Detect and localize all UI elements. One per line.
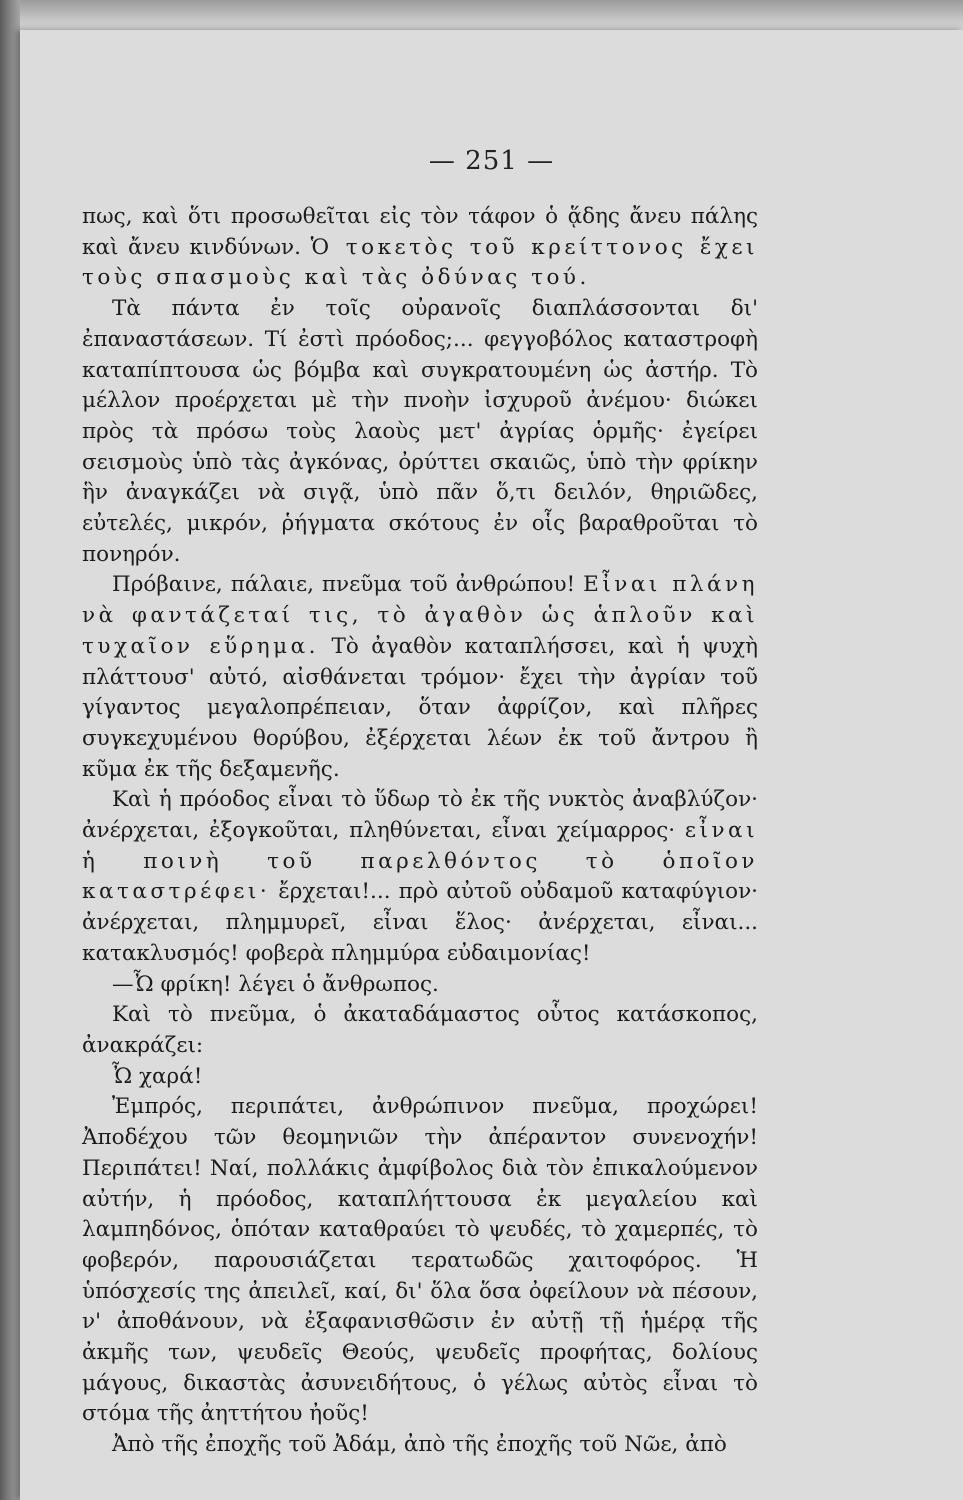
text-run: Ἐμπρός, περιπάτει, ἀνθρώπινον πνεῦμα, προχώρει! Ἀποδέχου τῶν θεομηνιῶν τὴν ἀπέραντον συνενοχήν! Περιπάτει! Ναί, πολλάκις ἀμφίβολος διὰ τὸν ἐπικαλούμενον αὐτήν, ἡ πρόοδος, καταπλήττουσα ἐκ μεγαλείου καὶ λαμπηδόνος, ὁπόταν καταθραύει τὸ ψευδές, τὸ χαμερπές, τὸ φοβερόν, παρουσιάζεται τερατωδῶς χαιτοφόρος. Ἡ ὑπόσχεσίς της ἀπειλεῖ, καί, δι' ὅλα ὅσα ὀφείλουν νὰ πέσουν, ν' ἀποθάνουν, νὰ ἐξαφανισθῶσιν ἐν αὐτῇ τῇ ἡμέρᾳ τῆς ἀκμῆς των, ψευδεῖς Θεούς, ψευδεῖς προφήτας, δολίους μάγους, δικαστὰς ἀσυνειδήτους, ὁ γέλως αὐτὸς εἶναι τὸ στόμα τῆς ἀηττήτου ἠοῦς! [82, 1094, 758, 1427]
paragraph [82, 294, 758, 570]
text-run: πως, καὶ ὅτι προσωθεῖται εἰς τὸν τάφον ὁ ᾅδης ἄνευ πάλης καὶ ἄνευ κινδύνων. [82, 204, 758, 260]
paragraph [82, 970, 758, 1001]
emphasized-text: Ὁ τοκετὸς τοῦ κρείττονος ἔχει τοὺς σπασμοὺς καὶ τὰς ὀδύνας τού. [82, 234, 758, 291]
page-top-edge [20, 0, 963, 34]
text-run: Τὰ πάντα ἐν τοῖς οὐρανοῖς διαπλάσσονται δι' ἐπαναστάσεων. Τί ἐστὶ πρόοδος;... φεγγοβόλος καταστροφὴ καταπίπτουσα ὡς βόμβα καὶ συγκρατουμένη ὡς ἀστήρ. Τὸ μέλλον προέρχεται μὲ τὴν πνοὴν ἰσχυροῦ ἀνέμου· διώκει πρὸς τὰ πρόσω τοὺς λαοὺς μετ' ἀγρίας ὁρμῆς· ἐγείρει σεισμοὺς ὑπὸ τὰς ἀγκόνας, ὀρύττει σκαιῶς, ὑπὸ τὴν φρίκην ἣν ἀναγκάζει νὰ σιγᾷ, ὑπὸ πᾶν ὅ,τι δειλόν, θηριῶδες, εὐτελές, μικρόν, ῥήγματα σκότους ἐν οἷς βαραθροῦται τὸ πονηρόν. [82, 296, 758, 567]
paragraph [82, 1000, 758, 1061]
emphasized-text: εἶναι ἡ ποινὴ τοῦ παρελθόντος τὸ ὁποῖον καταστρέφει· [82, 818, 758, 905]
paragraph [82, 570, 758, 785]
text-run: Πρόβαινε, πάλαιε, πνεῦμα τοῦ ἀνθρώπου! [112, 572, 584, 598]
text-run: Καὶ ἡ πρόοδος εἶναι τὸ ὕδωρ τὸ ἐκ τῆς νυκτὸς ἀναβλύζον· ἀνέρχεται, ἐξογκοῦται, πληθύνεται, εἶναι χείμαρρος· [82, 787, 758, 844]
book-page [20, 30, 963, 1500]
paragraph [82, 202, 758, 294]
text-run: Τὸ ἀγαθὸν καταπλήσσει, καὶ ἡ ψυχὴ πλάττουσ' αὐτό, αἰσθάνεται τρόμον· ἔχει τὴν ἀγρίαν τοῦ γίγαντος μεγαλοπρέπειαν, ὅταν ἀφρίζον, καὶ πλῆρες συγκεχυμένου θορύβου, ἐξέρχεται λέων ἐκ τοῦ ἄντρου ἢ κῦμα ἐκ τῆς δεξαμενῆς. [82, 633, 758, 782]
paragraph [82, 1062, 758, 1093]
paragraph [82, 1430, 758, 1461]
text-run: Ὦ χαρά! [112, 1063, 203, 1089]
text-run: Καὶ τὸ πνεῦμα, ὁ ἀκαταδάμαστος οὗτος κατάσκοπος, ἀνακράζει: [82, 1002, 758, 1058]
text-run: —Ὦ φρίκη! λέγει ὁ ἄνθρωπος. [112, 971, 439, 997]
text-run: Ἀπὸ τῆς ἐποχῆς τοῦ Ἀδάμ, ἀπὸ τῆς ἐποχῆς τοῦ Νῶε, ἀπὸ [112, 1432, 727, 1458]
page-number: — 251 — [428, 146, 555, 176]
paragraph [82, 785, 758, 969]
body-text [82, 202, 758, 1461]
emphasized-text: Εἶναι πλάνη νὰ φαντάζεταί τις, τὸ ἀγαθὸν ὡς ἁπλοῦν καὶ τυχαῖον εὕρημα. [82, 572, 758, 659]
paragraph [82, 1092, 758, 1430]
text-run: ἔρχεται!... πρὸ αὐτοῦ οὐδαμοῦ καταφύγιον· ἀνέρχεται, πλημμυρεῖ, εἶναι ἕλος· ἀνέρχεται, εἶναι... κατακλυσμός! φοβερὰ πλημμύρα εὐδαιμονίας! [82, 879, 758, 966]
